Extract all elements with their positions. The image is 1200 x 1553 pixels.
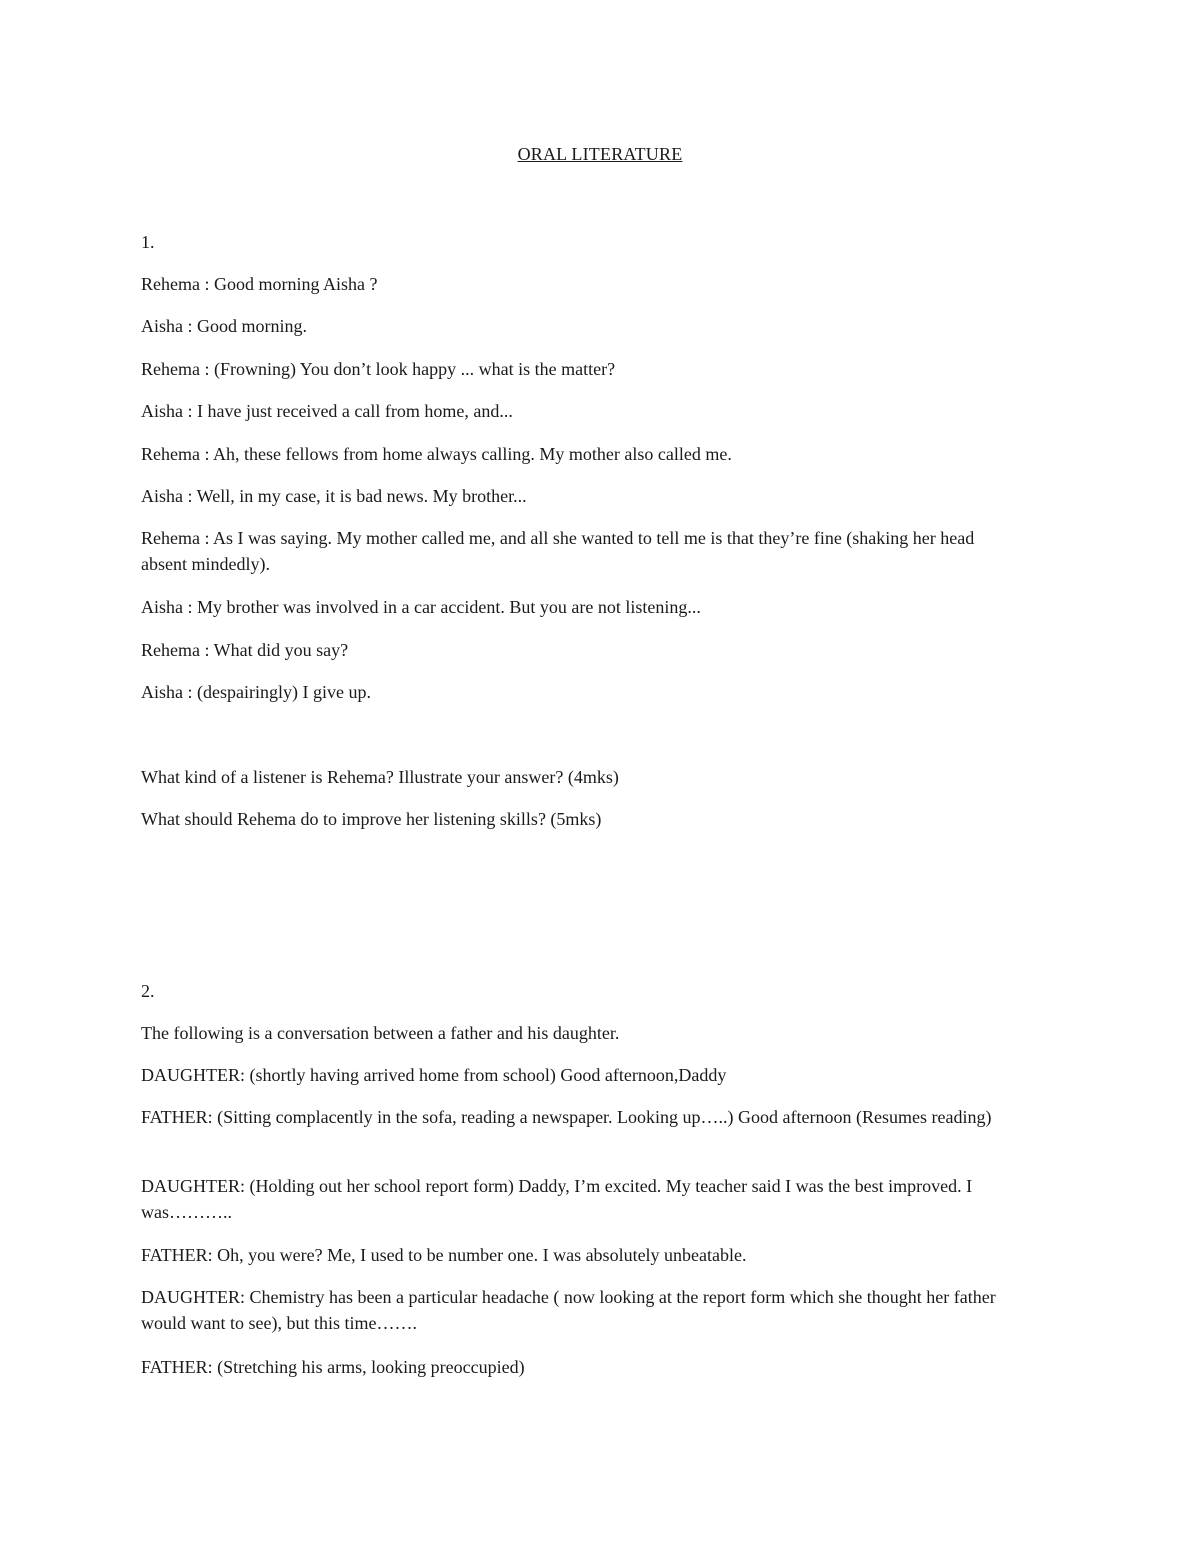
dialogue-line: Aisha : Good morning.	[141, 316, 307, 336]
dialogue-line: Aisha : My brother was involved in a car accident. But you are not listening...	[141, 597, 701, 617]
dialogue-line: Rehema : What did you say?	[141, 640, 349, 660]
dialogue-line: Rehema : Good morning Aisha ?	[141, 274, 378, 294]
section-2-number: 2.	[141, 981, 155, 1001]
dialogue-line: Rehema : (Frowning) You don’t look happy ... what is the matter?	[141, 359, 616, 379]
question: What kind of a listener is Rehema? Illustrate your answer? (4mks)	[141, 767, 619, 787]
dialogue-line: Rehema : As I was saying. My mother called me, and all she wanted to tell me is that they’re fine (shaking her head absent mindedly).	[141, 528, 975, 574]
section-1-number: 1.	[141, 232, 155, 252]
dialogue-line: FATHER: (Sitting complacently in the sofa, reading a newspaper. Looking up…..) Good afternoon (Resumes reading)	[141, 1107, 992, 1127]
dialogue-line: Rehema : Ah, these fellows from home always calling. My mother also called me.	[141, 444, 732, 464]
dialogue-line: FATHER: (Stretching his arms, looking preoccupied)	[141, 1357, 525, 1377]
section-2-intro: The following is a conversation between a father and his daughter.	[141, 1023, 620, 1043]
dialogue-line: Aisha : I have just received a call from home, and...	[141, 401, 513, 421]
dialogue-line: DAUGHTER: (Holding out her school report form) Daddy, I’m excited. My teacher said I was the best improved. I was………..	[141, 1176, 973, 1222]
document-title	[0, 143, 1200, 165]
dialogue-line: Aisha : Well, in my case, it is bad news. My brother...	[141, 486, 527, 506]
dialogue-line: Aisha : (despairingly) I give up.	[141, 682, 371, 702]
title-text: ORAL LITERATURE	[517, 144, 683, 164]
dialogue-line: DAUGHTER: Chemistry has been a particular headache ( now looking at the report form which she thought her father would want to see), but this time…….	[141, 1287, 996, 1333]
question: What should Rehema do to improve her listening skills? (5mks)	[141, 809, 602, 829]
dialogue-line: FATHER: Oh, you were? Me, I used to be number one. I was absolutely unbeatable.	[141, 1245, 747, 1265]
dialogue-line: DAUGHTER: (shortly having arrived home from school) Good afternoon,Daddy	[141, 1065, 727, 1085]
